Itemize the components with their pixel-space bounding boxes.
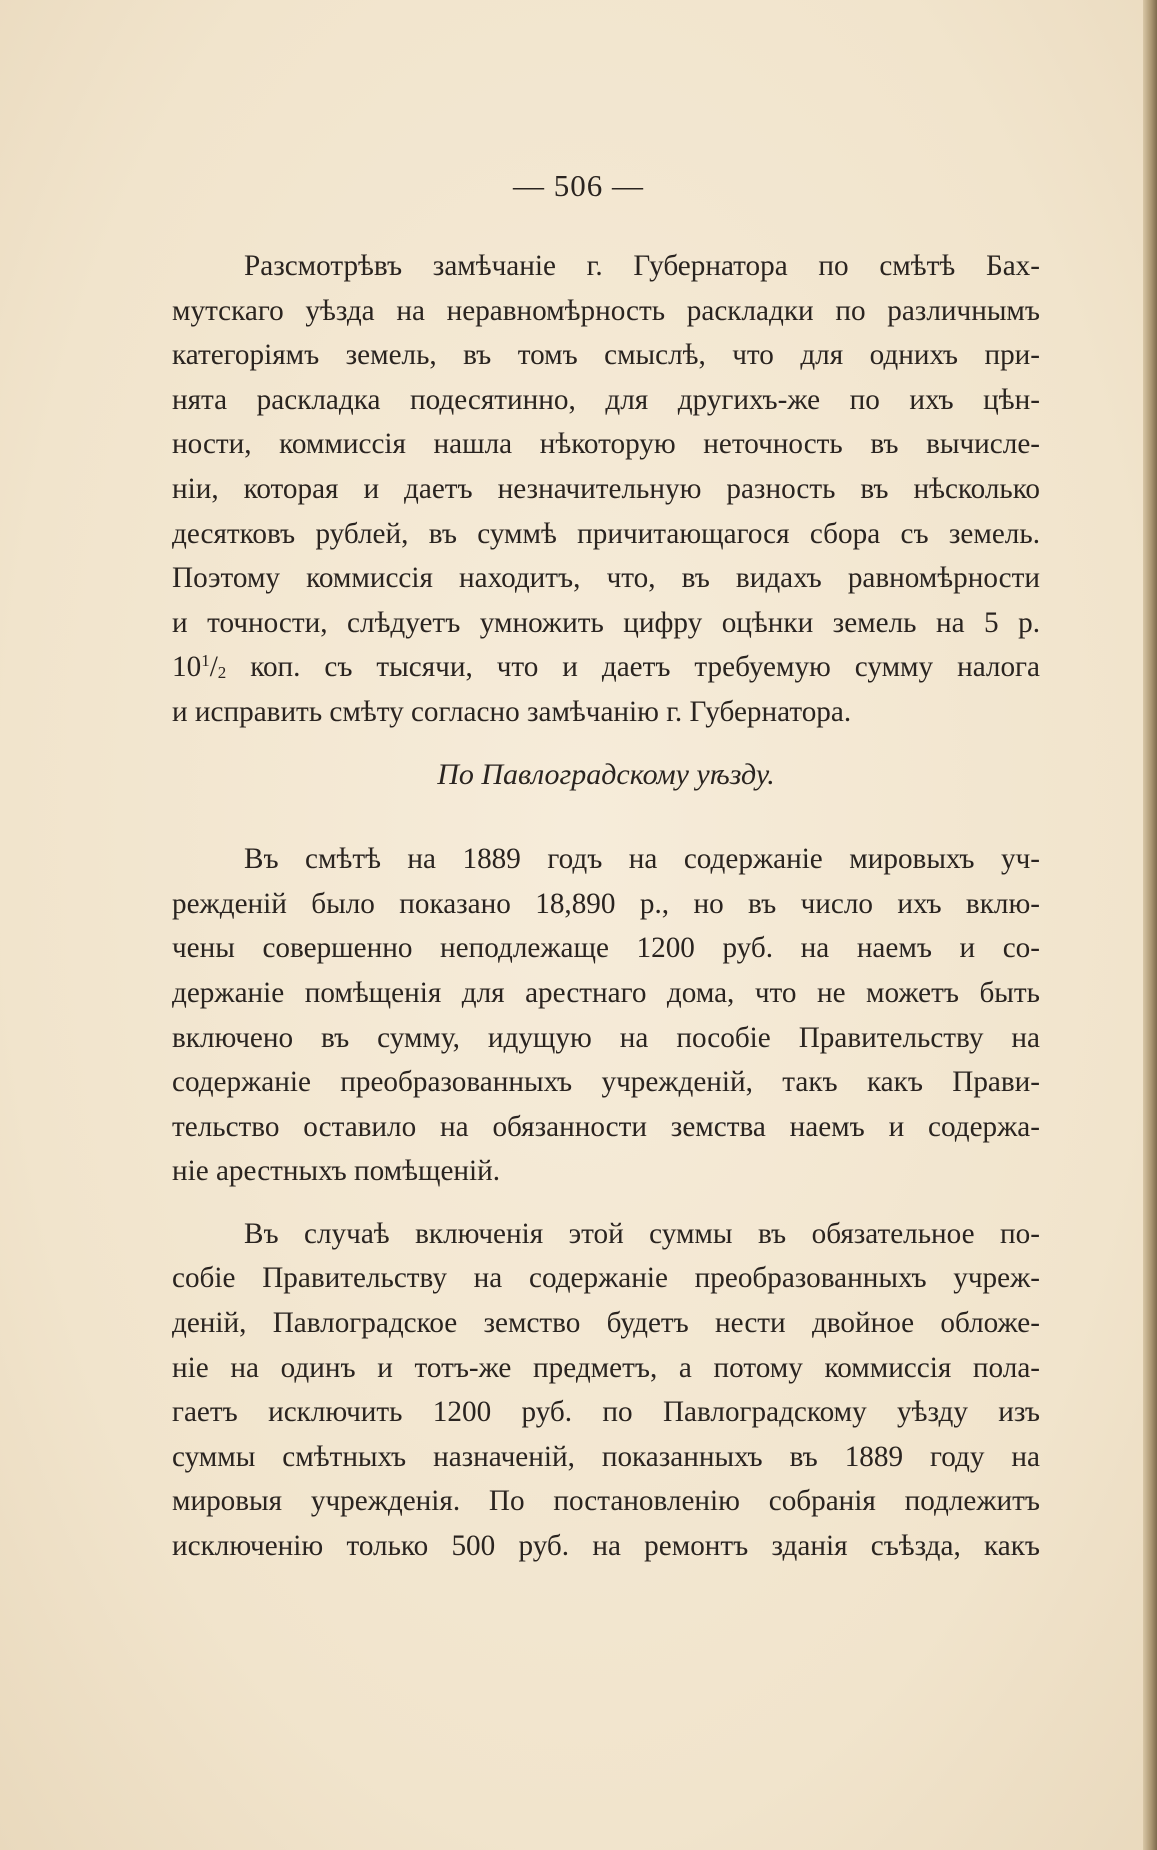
text-line: Въ случаѣ включенія этой суммы въ обязательное по- xyxy=(244,1217,1040,1250)
text-line: нята раскладка подесятинно, для другихъ-же по ихъ цѣн- xyxy=(172,383,1040,416)
fraction-denominator: 2 xyxy=(217,663,227,683)
text-line: суммы смѣтныхъ назначеній, показанныхъ въ 1889 году на xyxy=(172,1440,1040,1473)
page-edge xyxy=(1143,0,1157,1850)
text-line-fraction xyxy=(172,645,1040,690)
page-number: — 506 — xyxy=(513,168,644,203)
text-line: Въ смѣтѣ на 1889 годъ на содержаніе мировыхъ уч- xyxy=(244,843,1040,876)
text-line: исключенію только 500 руб. на ремонтъ зданія съѣзда, какъ xyxy=(172,1530,1040,1563)
text-line: чены совершенно неподлежаще 1200 руб. на наемъ и со- xyxy=(172,932,1040,965)
text-line: и исправить смѣту согласно замѣчанію г. Губернатора. xyxy=(172,695,852,728)
fraction-slash: / xyxy=(209,651,218,684)
text-line-rest: коп. съ тысячи, что и даетъ требуемую сумму налога xyxy=(226,651,1040,684)
text-line: деній, Павлоградское земство будетъ нести двойное обложе- xyxy=(172,1307,1040,1340)
text-line: гаетъ исключить 1200 руб. по Павлоградскому уѣзду изъ xyxy=(172,1396,1040,1429)
text-line: режденій было показано 18,890 р., но въ число ихъ вклю- xyxy=(172,887,1040,920)
text-line: мировыя учрежденія. По постановленію собранія подлежитъ xyxy=(172,1485,1040,1518)
body-text xyxy=(172,244,1040,1569)
paragraph-3 xyxy=(172,1212,1040,1569)
text-line: категоріямъ земель, въ томъ смыслѣ, что для однихъ при- xyxy=(172,339,1040,372)
text-line: и точности, слѣдуетъ умножить цифру оцѣнки земель на 5 р. xyxy=(172,606,1040,639)
paragraph-gap xyxy=(172,1194,1040,1212)
text-line: Разсмотрѣвъ замѣчаніе г. Губернатора по смѣтѣ Бах- xyxy=(244,250,1040,282)
text-line: ности, коммиссія нашла нѣкоторую неточность въ вычисле- xyxy=(172,428,1040,461)
fraction-whole: 10 xyxy=(172,651,202,684)
text-line: ніе арестныхъ помѣщеній. xyxy=(172,1155,501,1188)
text-line: содержаніе преобразованныхъ учрежденій, такъ какъ Прави- xyxy=(172,1066,1040,1099)
text-line: ніи, которая и даетъ незначительную разность въ нѣсколько xyxy=(172,472,1040,505)
text-line: десятковъ рублей, въ суммѣ причитающагося сбора съ земель. xyxy=(172,517,1040,550)
text-line: держаніе помѣщенія для арестнаго дома, что не можетъ быть xyxy=(172,976,1040,1009)
fraction-numerator: 1 xyxy=(201,651,210,671)
text-line: Поэтому коммиссія находитъ, что, въ видахъ равномѣрности xyxy=(172,562,1040,595)
text-line: собіе Правительству на содержаніе преобразованныхъ учреж- xyxy=(172,1262,1040,1295)
section-heading: По Павлоградскому уѣзду. xyxy=(437,757,775,791)
text-line: тельство оставило на обязанности земства наемъ и содержа- xyxy=(172,1110,1040,1143)
text-line: ніе на одинъ и тотъ-же предметъ, а потому коммиссія пола- xyxy=(172,1351,1040,1384)
paragraph-1 xyxy=(172,244,1040,735)
text-line: включено въ сумму, идущую на пособіе Правительству на xyxy=(172,1021,1040,1054)
paragraph-2 xyxy=(172,837,1040,1194)
text-line: мутскаго уѣзда на неравномѣрность раскладки по различнымъ xyxy=(172,294,1040,327)
